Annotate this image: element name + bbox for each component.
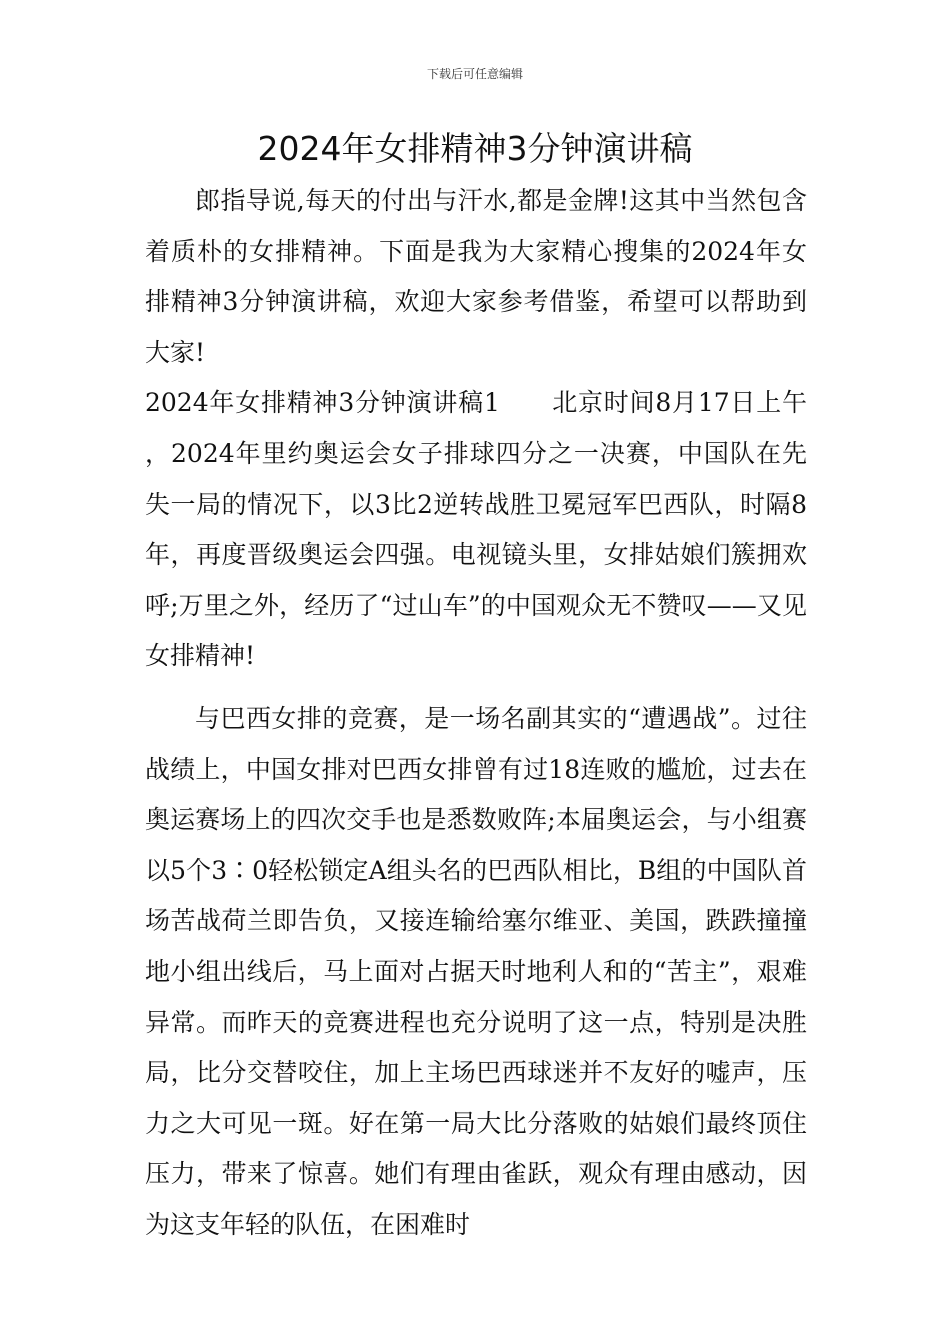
section-heading: 2024年女排精神3分钟演讲稿1 (145, 388, 553, 418)
section-first-text: 北京时间8月17日上午，2024年里约奥运会女子排球四分之一决赛，中国队在先失一局的情况下，以3比2逆转战胜卫冕冠军巴西队，时隔8年，再度晋级奥运会四强。电视镜头里，女排姑娘们簇拥欢呼;万里之外，经历了“过山车”的中国观众无不赞叹——又见女排精神! (145, 388, 808, 671)
body-paragraph: 与巴西女排的竞赛，是一场名副其实的“遭遇战”。过往战绩上，中国女排对巴西女排曾有过18连败的尴尬，过去在奥运赛场上的四次交手也是悉数败阵;本届奥运会，与小组赛以5个3∶0轻松锁定A组头名的巴西队相比，B组的中国队首场苦战荷兰即告负，又接连输给塞尔维亚、美国，跌跌撞撞地小组出线后，马上面对占据天时地利人和的“苦主”，艰难异常。而昨天的竞赛进程也充分说明了这一点，特别是决胜局，比分交替咬住，加上主场巴西球迷并不友好的嘘声，压力之大可见一斑。好在第一局大比分落败的姑娘们最终顶住压力，带来了惊喜。她们有理由雀跃，观众有理由感动，因为这支年轻的队伍，在困难时 (145, 703, 807, 1239)
page-header-note: 下载后可任意编辑 (426, 67, 523, 81)
document-title: 2024年女排精神3分钟演讲稿 (257, 129, 693, 168)
paragraph-gap (145, 682, 807, 694)
document-body (145, 176, 807, 1250)
intro-paragraph: 郎指导说,每天的付出与汗水,都是金牌!这其中当然包含着质朴的女排精神。下面是我为大家精心搜集的2024年女排精神3分钟演讲稿，欢迎大家参考借鉴，希望可以帮助到大家! (145, 186, 807, 367)
section-paragraph (145, 378, 807, 682)
